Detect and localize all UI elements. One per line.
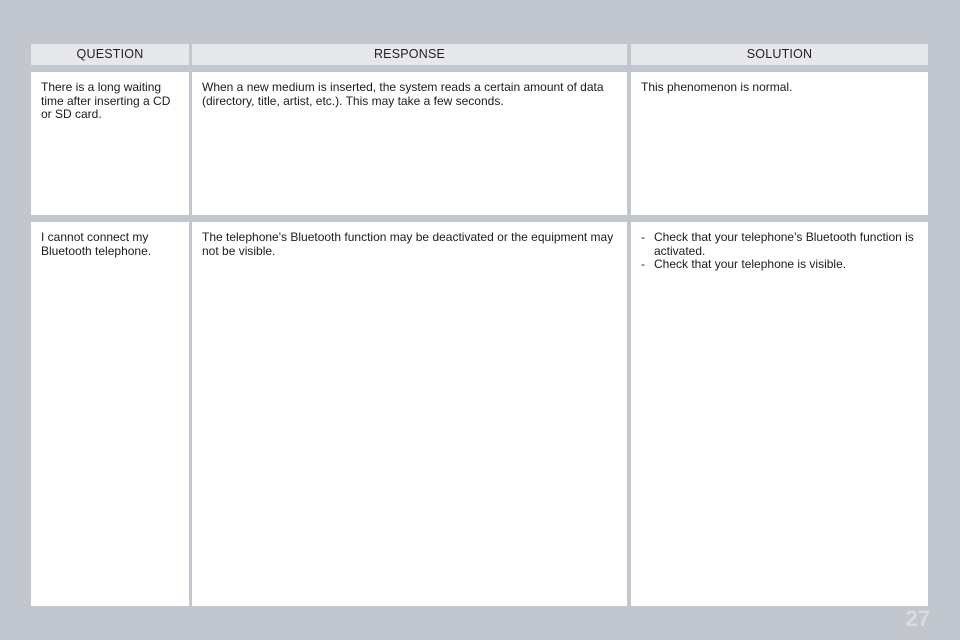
row2-solution-list xyxy=(641,231,919,272)
header-question: QUESTION xyxy=(31,44,189,65)
row2-response-text: The telephone's Bluetooth function may be deactivated or the equipment may not be visible. xyxy=(202,230,614,258)
list-dash-marker: - xyxy=(641,230,645,244)
solution-list-item xyxy=(641,258,919,272)
solution-list-item xyxy=(641,231,919,258)
header-response: RESPONSE xyxy=(192,44,627,65)
row1-response-cell xyxy=(192,72,627,215)
row1-solution-cell xyxy=(631,72,928,215)
row2-solution-cell xyxy=(631,222,928,606)
row1-question-cell xyxy=(31,72,189,215)
solution-item-text: Check that your telephone's Bluetooth function is activated. xyxy=(654,230,914,258)
row1-question-text: There is a long waiting time after inserting a CD or SD card. xyxy=(41,80,171,121)
header-solution: SOLUTION xyxy=(631,44,928,65)
row2-response-cell xyxy=(192,222,627,606)
page-number: 27 xyxy=(905,606,930,631)
row1-solution-text: This phenomenon is normal. xyxy=(641,80,793,94)
list-dash-marker: - xyxy=(641,257,645,271)
row1-response-text: When a new medium is inserted, the system reads a certain amount of data (directory, title, artist, etc.). This may take a few seconds. xyxy=(202,80,604,108)
row2-question-cell xyxy=(31,222,189,606)
solution-item-text: Check that your telephone is visible. xyxy=(654,257,847,271)
row2-question-text: I cannot connect my Bluetooth telephone. xyxy=(41,230,152,258)
